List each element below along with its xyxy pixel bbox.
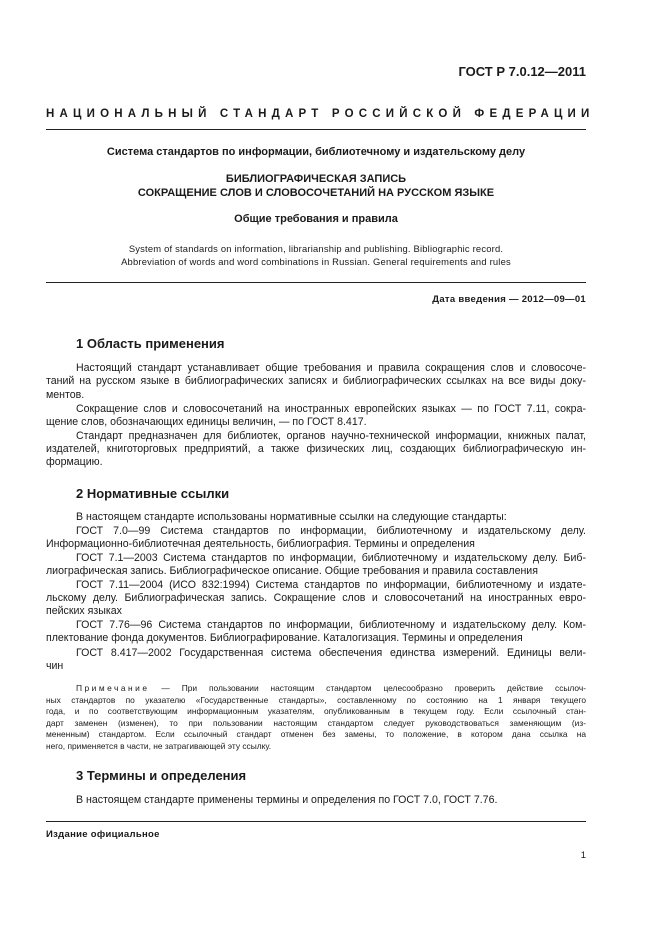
text-line: пейских языках bbox=[46, 605, 122, 618]
title-line-2: СОКРАЩЕНИЕ СЛОВ И СЛОВОСОЧЕТАНИЙ НА РУССКОМ ЯЗЫКЕ bbox=[137, 187, 495, 199]
standards-series: Система стандартов по информации, библиотечному и издательскому делу bbox=[106, 146, 526, 158]
note-line: мененным) стандартом. Если ссылочный стандарт отменен без замены, то положение, в котором дана ссылка на bbox=[46, 729, 586, 740]
note-line bbox=[46, 683, 586, 695]
text-line: чин bbox=[46, 660, 64, 673]
text-line: ГОСТ 7.0—99 Система стандартов по информации, библиотечному и издательскому делу. bbox=[76, 524, 586, 537]
section-2-heading: 2 Нормативные ссылки bbox=[76, 486, 230, 501]
note-line: него, применяется в части, не затрагивающей эту ссылку. bbox=[46, 740, 272, 751]
normative-reference bbox=[46, 579, 586, 619]
note-text: — При пользовании настоящим стандартом целесообразно проверить действие ссылоч- bbox=[161, 683, 587, 693]
english-title-line-1: System of standards on information, librarianship and publishing. Bibliographic record. bbox=[128, 243, 504, 254]
text-line: издателей, книготорговых предприятий, а также физических лиц, создающих библиографическую ин- bbox=[46, 442, 586, 455]
header-rule bbox=[46, 129, 586, 130]
text-line: щение слов, обозначающих единицы величин, — по ГОСТ 8.417. bbox=[46, 415, 367, 428]
section-3-heading: 3 Термины и определения bbox=[76, 768, 247, 783]
text-line: Информационно-библиотечная деятельность, библиография. Термины и определения bbox=[46, 537, 475, 550]
national-standard-banner: НАЦИОНАЛЬНЫЙ СТАНДАРТ РОССИЙСКОЙ ФЕДЕРАЦИИ bbox=[46, 108, 595, 120]
note-block bbox=[46, 683, 586, 753]
subtitle: Общие требования и правила bbox=[234, 213, 398, 225]
normative-reference bbox=[46, 619, 586, 646]
section-2-intro bbox=[46, 511, 586, 524]
english-title-line-2: Abbreviation of words and word combinations in Russian. General requirements and rules bbox=[121, 256, 511, 267]
footer-rule bbox=[46, 821, 586, 822]
note-line: года, и по соответствующим информационным указателям, опубликованным в текущем году. Если ссылочный стан- bbox=[46, 706, 586, 717]
note-label: Примечание bbox=[76, 683, 150, 693]
note-line: ных стандартов по указателю «Государственные стандарты», составленному по состоянию на 1 января текущего bbox=[46, 694, 586, 705]
doc-number: ГОСТ Р 7.0.12—2011 bbox=[458, 64, 586, 79]
text-line: Стандарт предназначен для библиотек, органов научно-технической информации, книжных палат, bbox=[76, 429, 586, 442]
text-line: ГОСТ 7.76—96 Система стандартов по информации, библиотечному и издательскому делу. Ком- bbox=[76, 619, 586, 631]
text-line: льскому делу. Библиографическая запись. Сокращение слов и словосочетаний на иностранных евро- bbox=[46, 591, 586, 604]
text-line: В настоящем стандарте использованы нормативные ссылки на следующие стандарты: bbox=[76, 511, 507, 523]
note-line: дарт заменен (изменен), то при пользовании настоящим стандартом следует руководствоваться заменяющим (из- bbox=[46, 717, 586, 728]
text-line: плектование фонда документов. Библиографирование. Каталогизация. Термины и определения bbox=[46, 632, 523, 645]
text-line: ментов. bbox=[46, 388, 85, 401]
title-rule bbox=[46, 282, 586, 283]
section-1-heading: 1 Область применения bbox=[76, 336, 225, 351]
section-1-paragraph-1 bbox=[46, 362, 586, 402]
text-line: таний на русском языке в библиографических записях и библиографических ссылках на все виды доку- bbox=[46, 375, 586, 388]
section-1-paragraph-2 bbox=[46, 403, 586, 430]
text-line: ГОСТ 8.417—2002 Государственная система обеспечения единства измерений. Единицы вели- bbox=[76, 647, 586, 659]
normative-reference bbox=[46, 552, 586, 579]
text-line: формацию. bbox=[46, 456, 103, 469]
text-line: ГОСТ 7.11—2004 (ИСО 832:1994) Система стандартов по информации, библиотечному и издате- bbox=[76, 578, 586, 591]
normative-reference bbox=[46, 525, 586, 552]
official-edition-label: Издание официальное bbox=[46, 829, 160, 840]
text-line: лиографическая запись. Библиографическое описание. Общие требования и правила составления bbox=[46, 564, 538, 577]
introduction-date: Дата введения — 2012—09—01 bbox=[432, 294, 586, 305]
section-3-paragraph-1 bbox=[46, 794, 586, 807]
text-line: ГОСТ 7.1—2003 Система стандартов по информации, библиотечному и издательскому делу. Биб- bbox=[76, 551, 586, 564]
title-line-1: БИБЛИОГРАФИЧЕСКАЯ ЗАПИСЬ bbox=[225, 173, 407, 185]
text-line: В настоящем стандарте применены термины и определения по ГОСТ 7.0, ГОСТ 7.76. bbox=[76, 794, 498, 806]
section-1-paragraph-3 bbox=[46, 430, 586, 470]
page-number: 1 bbox=[580, 850, 586, 861]
normative-reference bbox=[46, 647, 586, 674]
text-line: Сокращение слов и словосочетаний на иностранных европейских языках — по ГОСТ 7.11, сокра- bbox=[76, 402, 586, 415]
text-line: Настоящий стандарт устанавливает общие требования и правила сокращения слов и словосоче- bbox=[76, 362, 586, 374]
